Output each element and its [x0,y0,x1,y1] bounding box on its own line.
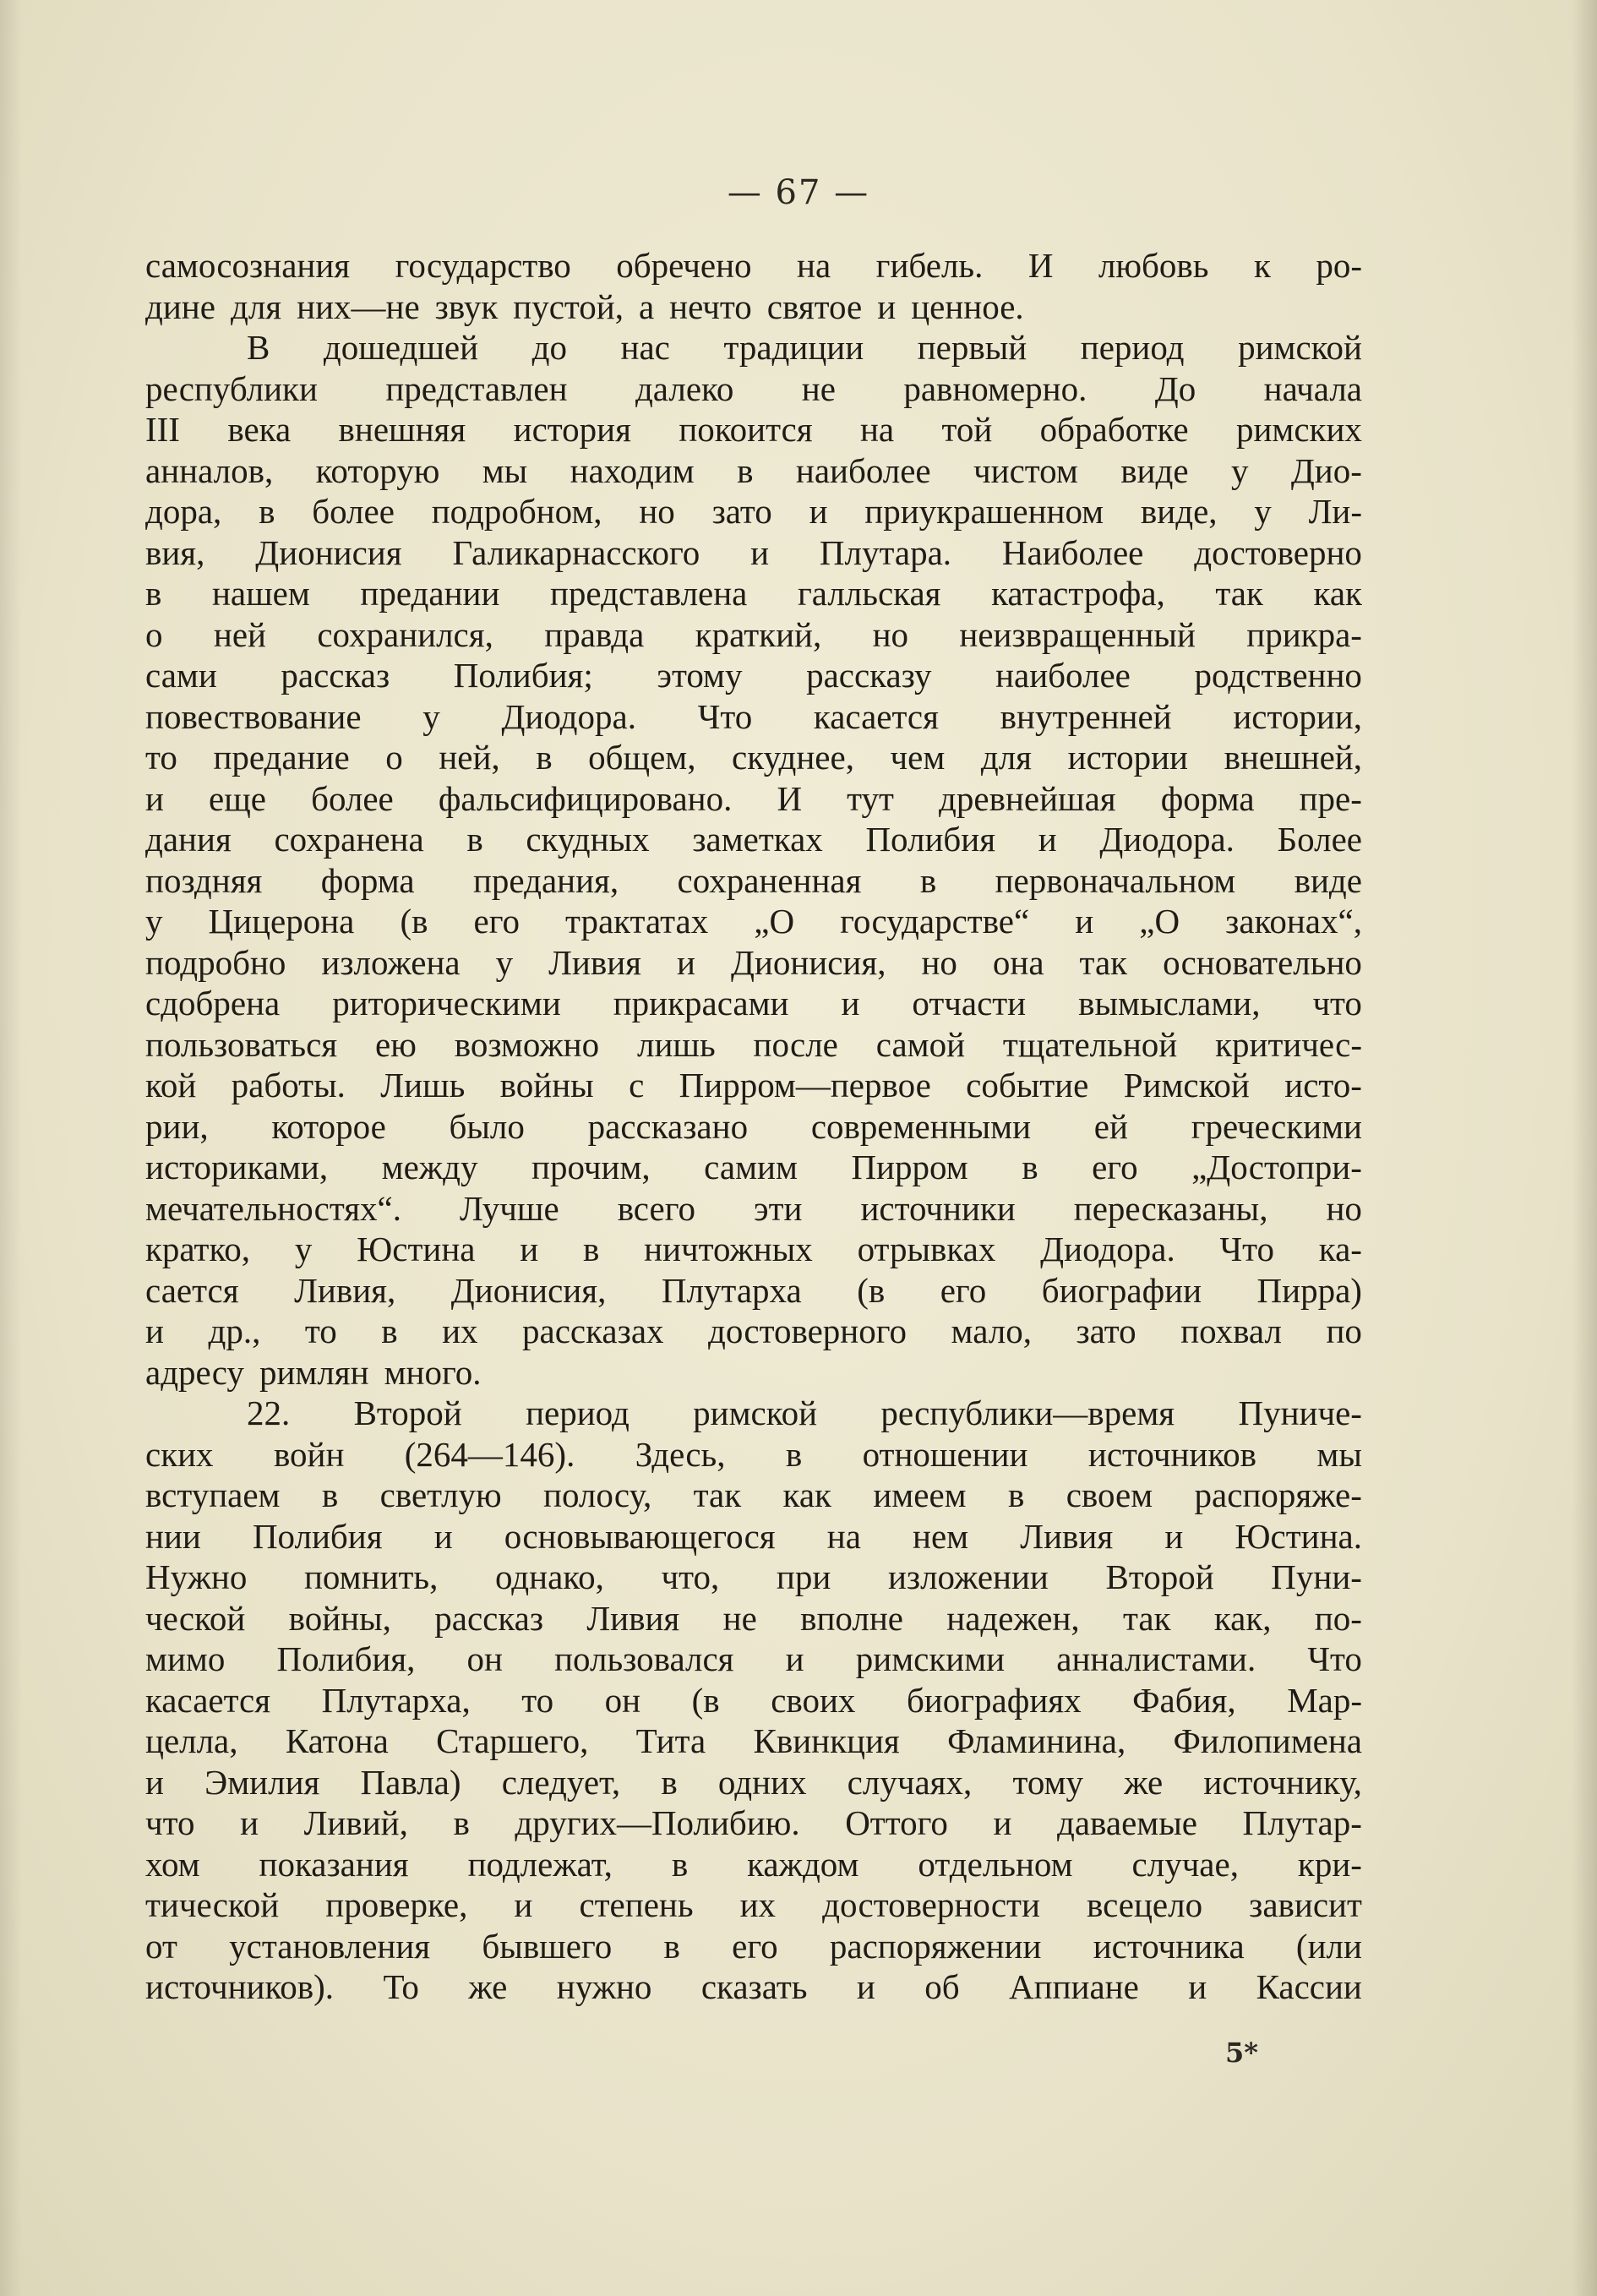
text-line: сами рассказ Полибия; этому рассказу наиболее родственно [145,656,1362,695]
text-line: рии, которое было рассказано современными ей греческими [145,1106,1362,1146]
text-line: то предание о ней, в общем, скуднее, чем для истории внешней, [145,738,1362,777]
text-line: пользоваться ею возможно лишь после самой тщательной критичес- [145,1024,1362,1064]
text-line: от установления бывшего в его распоряжении источника (или [145,1926,1362,1966]
text-line: вступаем в светлую полосу, так как имеем в своем распоряже- [145,1475,1362,1514]
page-right-shadow [1572,0,1597,2296]
page-number: — 67 — [727,173,870,212]
text-line: мимо Полибия, он пользовался и римскими анналистами. Что [145,1639,1362,1678]
text-line: В дошедшей до нас традиции первый период римской [247,328,1362,367]
text-line: касается Плутарха, то он (в своих биографиях Фабия, Мар- [145,1680,1362,1720]
printer-signature-mark: 5* [1225,2037,1258,2069]
text-line: дора, в более подробном, но зато и приукрашенном виде, у Ли- [145,492,1362,531]
text-line: хом показания подлежат, в каждом отдельном случае, кри- [145,1844,1362,1884]
text-line: 22. Второй период римской республики—время Пуниче- [247,1393,1362,1432]
text-line: о ней сохранился, правда краткий, но неизвращенный прикра- [145,614,1362,654]
text-line: мечательностях“. Лучше всего эти источники пересказаны, но [145,1188,1362,1228]
text-line: кратко, у Юстина и в ничтожных отрывках Диодора. Что ка- [145,1230,1362,1268]
text-line: и др., то в их рассказах достоверного мало, зато похвал по [145,1312,1362,1350]
text-line: сдобрена риторическими прикрасами и отчасти вымыслами, что [145,984,1362,1023]
text-line: самосознания государство обречено на гибель. И любовь к ро- [145,246,1362,285]
text-line: адресу римлян много. [145,1352,482,1392]
text-line: III века внешняя история покоится на той обработке римских [145,410,1362,449]
text-line: и еще более фальсифицировано. И тут древнейшая форма пре- [145,778,1362,818]
body-text [145,245,1362,2008]
text-line: ческой войны, рассказ Ливия не вполне надежен, так как, по- [145,1598,1362,1638]
page-left-shadow [0,0,22,2296]
text-line: у Цицерона (в его трактатах „О государстве“ и „О законах“, [145,902,1362,941]
text-line: в нашем предании представлена галльская катастрофа, так как [145,574,1362,613]
text-line: сается Ливия, Дионисия, Плутарха (в его биографии Пирра) [145,1270,1362,1310]
text-line: поздняя форма предания, сохраненная в первоначальном виде [145,860,1362,900]
text-line: кой работы. Лишь войны с Пирром—первое событие Римской исто- [145,1066,1362,1104]
text-line: источников). То же нужно сказать и об Аппиане и Кассии [145,1967,1362,2006]
text-line: дания сохранена в скудных заметках Полибия и Диодора. Более [145,820,1362,859]
text-line: нии Полибия и основывающегося на нем Ливия и Юстина. [145,1516,1362,1556]
text-line: республики представлен далеко не равномерно. До начала [145,368,1362,408]
text-line: вия, Дионисия Галикарнасского и Плутара. Наиболее достоверно [145,532,1362,572]
text-line: дине для них—не звук пустой, а нечто святое и ценное. [145,286,1024,326]
text-line: ских войн (264—146). Здесь, в отношении источников мы [145,1434,1362,1474]
text-line: и Эмилия Павла) следует, в одних случаях, тому же источнику, [145,1762,1362,1802]
text-line: повествование у Диодора. Что касается внутренней истории, [145,696,1362,736]
text-line: тической проверке, и степень их достоверности всецело зависит [145,1885,1362,1924]
text-line: историками, между прочим, самим Пирром в его „Достопри- [145,1148,1362,1186]
text-line: целла, Катона Старшего, Тита Квинкция Фламинина, Филопимена [145,1721,1362,1760]
text-line: что и Ливий, в других—Полибию. Оттого и даваемые Плутар- [145,1803,1362,1842]
text-line: подробно изложена у Ливия и Дионисия, но она так основательно [145,942,1362,982]
text-line: Нужно помнить, однако, что, при изложении Второй Пуни- [145,1557,1362,1596]
text-line: анналов, которую мы находим в наиболее чистом виде у Дио- [145,450,1362,490]
